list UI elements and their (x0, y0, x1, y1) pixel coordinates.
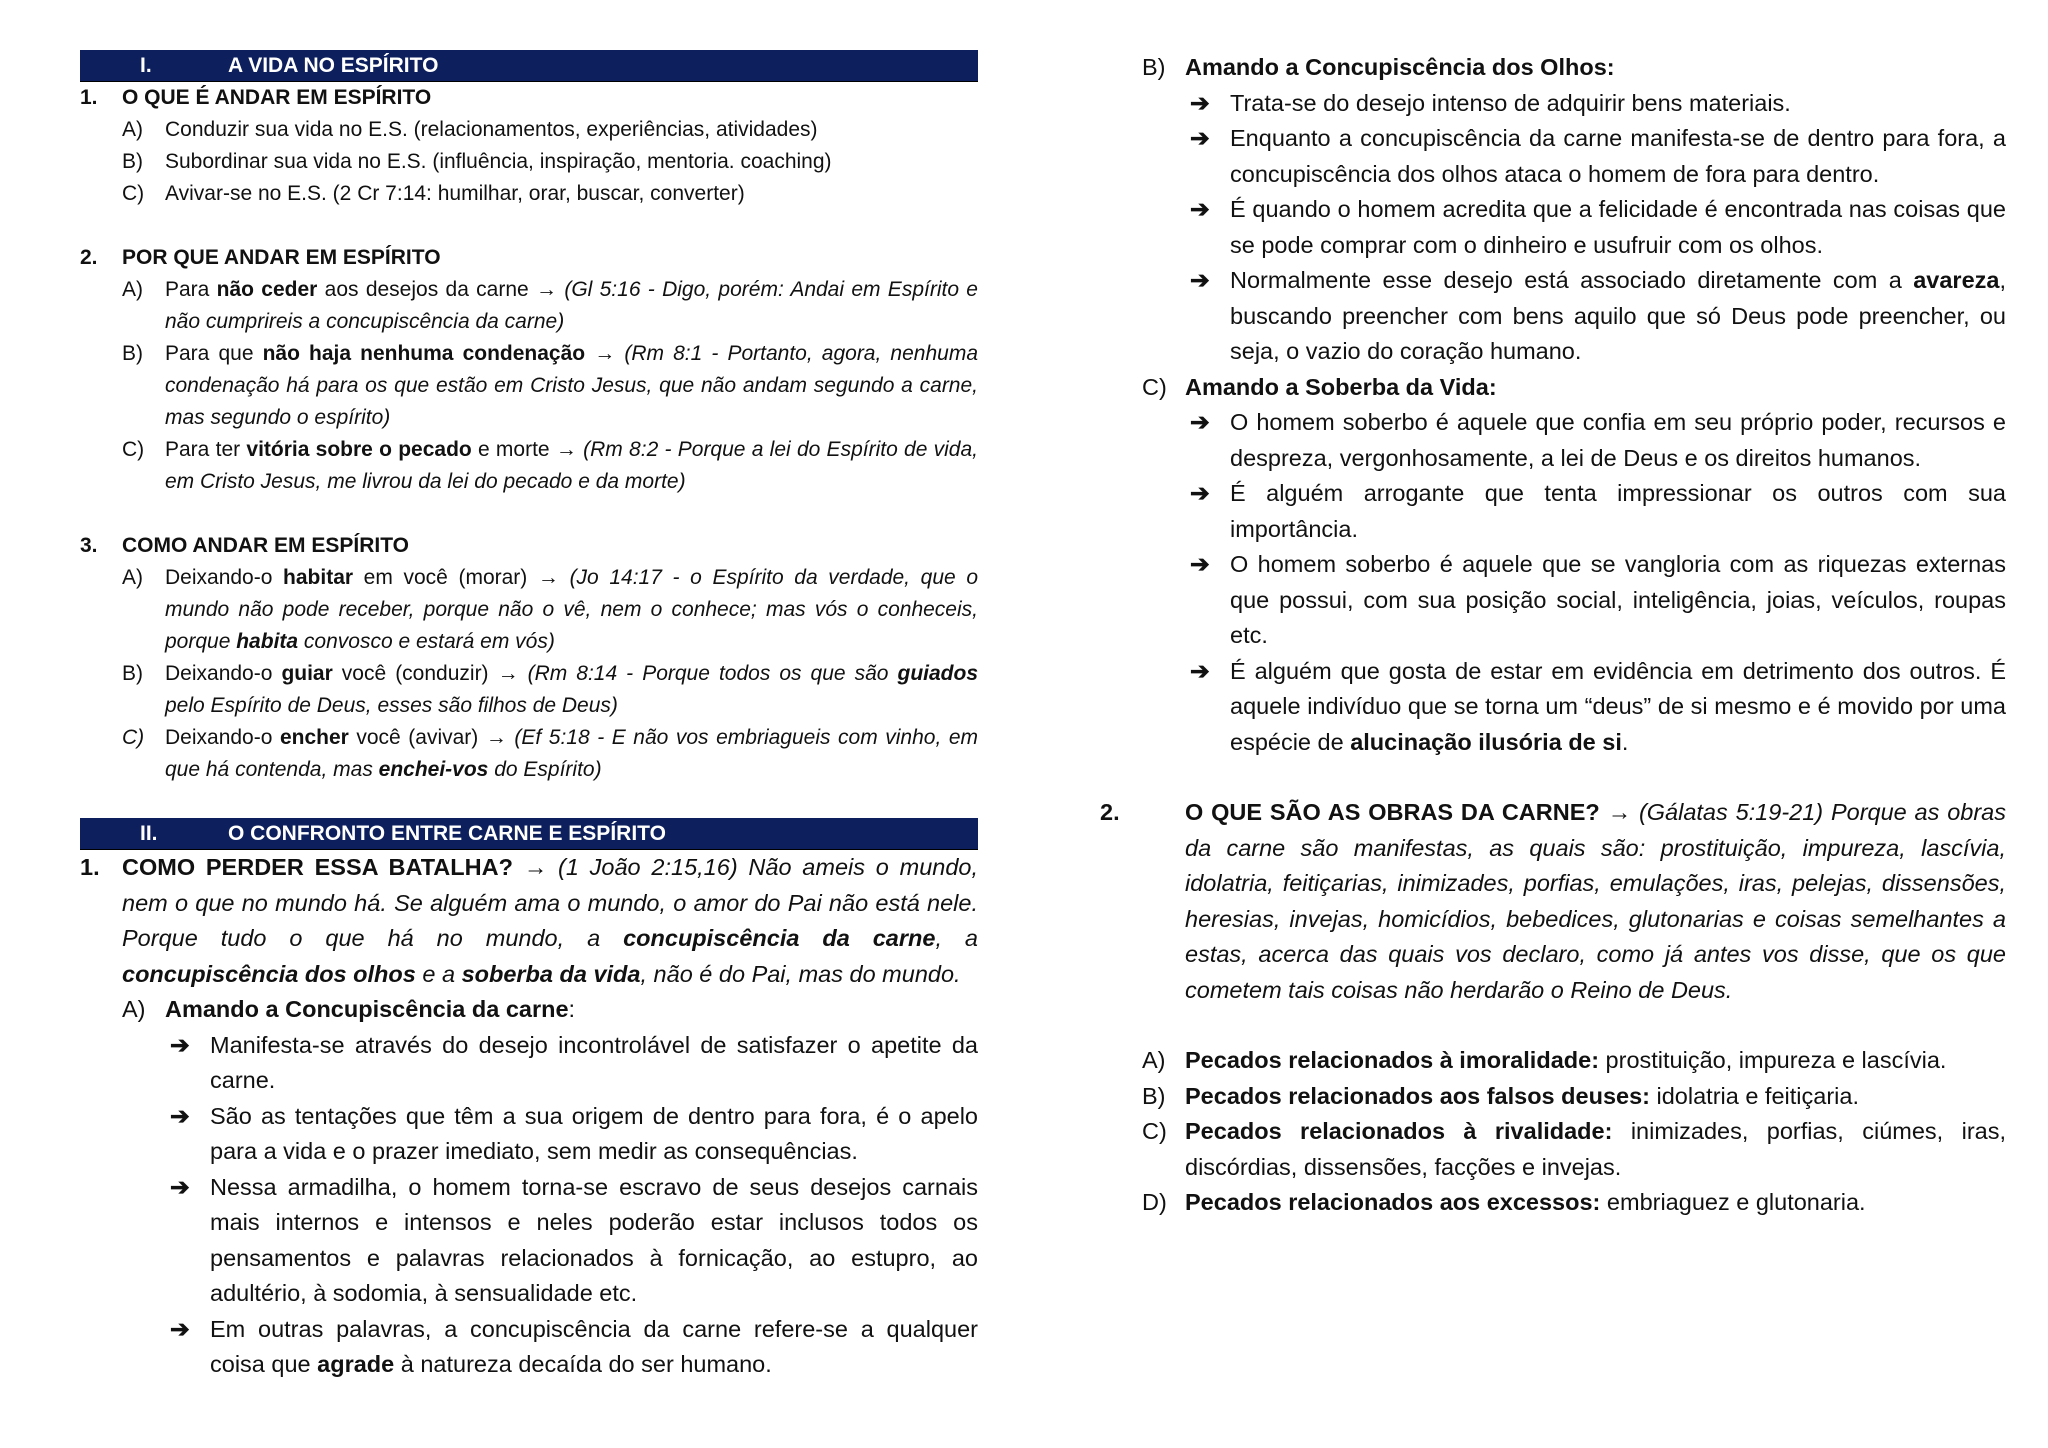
sin-category (1100, 1079, 2006, 1115)
point-title: POR QUE ANDAR EM ESPÍRITO (122, 246, 441, 269)
arrow-bullet-icon: ➔ (170, 1031, 190, 1058)
bullet-text: É alguém arrogante que tenta impressionar os outros com sua importância. (1230, 480, 2006, 542)
bullet-text: É alguém que gosta de estar em evidência em detrimento dos outros. É aquele indivíduo que se torna um “deus” de si mesmo e é movido por uma espécie de (1230, 657, 2006, 755)
verse-text: , não é do Pai, mas do mundo. (640, 960, 961, 987)
arrow-bullet-icon: ➔ (1190, 267, 1210, 293)
verse-reference: pelo Espírito de Deus, esses são filhos de Deus) (165, 694, 618, 717)
list-item (80, 562, 978, 658)
item-marker: C) (122, 726, 145, 749)
bullet-item (80, 1170, 978, 1312)
verse-emphasis: guiados (897, 662, 979, 685)
bullet-text: Enquanto a concupiscência da carne manifesta-se de dentro para fora, a concupiscência dos olhos ataca o homem de fora para dentro. (1230, 125, 2006, 187)
arrow-icon: → (1599, 799, 1639, 825)
verse-reference: (Gl 5:16 - Digo, porém: Andai em Espírito e não cumprireis a concupiscência da carne) (165, 278, 978, 333)
verse-reference: (Rm 8:14 - Porque todos os que são (527, 662, 898, 685)
list-item (80, 114, 978, 146)
bullet-text: Normalmente esse desejo está associado diretamente com a (1230, 267, 1914, 293)
item-text: você (avivar) → (348, 726, 515, 749)
sin-category (1100, 1114, 2006, 1185)
bullet-item (1100, 121, 2006, 192)
bullet-item (1100, 86, 2006, 122)
point-title: O QUE É ANDAR EM ESPÍRITO (122, 86, 432, 109)
item-marker: B) (122, 342, 143, 365)
item-marker: C) (1142, 373, 1167, 400)
item-text: Deixando-o (165, 662, 282, 685)
item-marker: B) (122, 150, 143, 173)
category-title: Pecados relacionados aos excessos: (1185, 1189, 1601, 1215)
item-text: e morte → (471, 438, 584, 461)
bullet-text: O homem soberbo é aquele que confia em seu próprio poder, recursos e despreza, vergonhosamente, a lei de Deus e os direitos humanos. (1230, 409, 2006, 471)
item-emphasis: não ceder (216, 278, 318, 301)
subpoint-heading (80, 992, 978, 1028)
category-title: Pecados relacionados à rivalidade: (1185, 1118, 1613, 1144)
item-marker: C) (122, 438, 145, 461)
item-text: Deixando-o (165, 726, 280, 749)
subpoint-heading (1100, 370, 2006, 406)
bullet-item (80, 1028, 978, 1099)
item-text: Conduzir sua vida no E.S. (relacionamentos, experiências, atividades) (165, 118, 818, 141)
category-text: prostituição, impureza e lascívia. (1599, 1047, 1947, 1073)
item-text: aos desejos da carne → (317, 278, 565, 301)
category-title: Pecados relacionados à imoralidade: (1185, 1047, 1600, 1073)
arrow-bullet-icon: ➔ (170, 1315, 190, 1342)
item-marker: A) (1142, 1047, 1166, 1073)
item-marker: A) (122, 278, 143, 301)
arrow-bullet-icon: ➔ (1190, 409, 1210, 435)
bullet-item (1100, 654, 2006, 761)
bullet-text: , buscando preencher com bens aquilo que só Deus pode preencher, ou seja, o vazio do coração humano. (1230, 267, 2006, 364)
item-emphasis: vitória sobre o pecado (246, 438, 472, 461)
item-emphasis: não haja nenhuma condenação (262, 342, 586, 365)
point-number: 1. (80, 86, 98, 109)
sin-category (1100, 1185, 2006, 1221)
bullet-emphasis: alucinação ilusória de si (1350, 728, 1622, 755)
subpoint-title: Amando a Soberba da Vida: (1185, 373, 1497, 400)
item-marker: D) (1142, 1189, 1167, 1215)
question-1 (80, 850, 978, 992)
arrow-bullet-icon: ➔ (1190, 196, 1210, 222)
bullet-text: É quando o homem acredita que a felicidade é encontrada nas coisas que se pode comprar com o dinheiro e usufruir com os olhos. (1230, 196, 2006, 258)
verse-reference: do Espírito) (488, 758, 602, 781)
verse-text: (1 João 2:15,16) Não ameis o mundo, nem o que no mundo há. Se alguém ama o mundo, o amor do Pai não está nele. Porque tudo o que há no mundo, a (122, 854, 979, 951)
item-text: em você (morar) → (353, 566, 570, 589)
item-text: Subordinar sua vida no E.S. (influência, inspiração, mentoria. coaching) (165, 150, 832, 173)
bullet-item (1100, 263, 2006, 370)
arrow-bullet-icon: ➔ (1190, 657, 1210, 684)
bullet-text: à natureza decaída do ser humano. (394, 1351, 772, 1377)
point-number: 2. (80, 246, 98, 269)
bullet-item (80, 1312, 978, 1383)
item-marker: B) (1142, 54, 1166, 80)
bullet-item (1100, 405, 2006, 476)
item-text: Avivar-se no E.S. (2 Cr 7:14: humilhar, orar, buscar, converter) (165, 182, 745, 205)
item-emphasis: encher (279, 726, 349, 749)
question-2 (1100, 795, 2006, 1008)
item-emphasis: habitar (283, 566, 354, 589)
point-3-heading (80, 530, 978, 562)
bullet-text: O homem soberbo é aquele que se vangloria com as riquezas externas que possui, com sua posição social, inteligência, joias, veículos, roupas etc. (1230, 551, 2006, 648)
bullet-item (1100, 547, 2006, 654)
subpoint-heading (1100, 50, 2006, 86)
section-title: A VIDA NO ESPÍRITO (228, 54, 439, 77)
item-text: Para (165, 278, 217, 301)
item-marker: B) (1142, 1082, 1166, 1109)
item-marker: C) (1142, 1118, 1167, 1144)
list-item (80, 338, 978, 434)
category-text: inimizades, porfias, ciúmes, iras, discórdias, dissensões, facções e invejas. (1185, 1118, 2006, 1180)
list-item (80, 178, 978, 210)
section-title: O CONFRONTO ENTRE CARNE E ESPÍRITO (228, 822, 666, 845)
sin-category (1100, 1043, 2006, 1079)
verse-emphasis: concupiscência dos olhos (122, 960, 416, 987)
item-marker: A) (122, 996, 146, 1022)
item-emphasis: guiar (281, 662, 333, 685)
arrow-bullet-icon: ➔ (1190, 89, 1210, 116)
list-item (80, 722, 978, 786)
bullet-text: Manifesta-se através do desejo incontrolável de satisfazer o apetite da carne. (210, 1031, 978, 1093)
arrow-bullet-icon: ➔ (170, 1102, 190, 1129)
item-text: Para ter (165, 438, 247, 461)
verse-reference: (Rm 8:1 - Portanto, agora, nenhuma condenação há para os que estão em Cristo Jesus, que não andam segundo a carne, mas segundo o espírito) (165, 342, 978, 429)
section-numeral: II. (140, 822, 158, 845)
question-title: O QUE SÃO AS OBRAS DA CARNE? (1185, 799, 1600, 825)
item-marker: A) (122, 118, 143, 141)
bullet-text: Nessa armadilha, o homem torna-se escravo de seus desejos carnais mais internos e intensos e neles poderão estar inclusos todos os pensamentos e palavras relacionados à fornicação, ao estupro, ao adultério, à sodomia, à sensualidade etc. (210, 1173, 978, 1306)
bullet-emphasis: agrade (317, 1351, 395, 1377)
point-number: 3. (80, 534, 98, 557)
point-1-heading (80, 82, 978, 114)
item-marker: B) (122, 662, 143, 685)
category-title: Pecados relacionados aos falsos deuses: (1185, 1082, 1650, 1109)
bullet-item (1100, 192, 2006, 263)
verse-reference: convosco e estará em vós) (298, 630, 555, 653)
section-heading-2 (80, 818, 978, 850)
category-text: idolatria e feitiçaria. (1649, 1082, 1859, 1109)
subpoint-colon: : (568, 996, 576, 1022)
bullet-text: Trata-se do desejo intenso de adquirir bens materiais. (1230, 89, 1791, 116)
verse-emphasis: soberba da vida (461, 960, 641, 987)
item-text: Para que (165, 342, 263, 365)
arrow-bullet-icon: ➔ (1190, 125, 1210, 151)
point-number: 1. (80, 854, 100, 880)
point-2-heading (80, 242, 978, 274)
item-text: você (conduzir) → (332, 662, 528, 685)
subpoint-title: Amando a Concupiscência da carne (165, 996, 569, 1022)
category-text: embriaguez e glutonaria. (1600, 1189, 1866, 1215)
item-text: → (585, 342, 625, 365)
bullet-text: São as tentações que têm a sua origem de dentro para fora, é o apelo para a vida e o prazer imediato, sem medir as consequências. (210, 1102, 978, 1164)
list-item (80, 658, 978, 722)
item-marker: A) (122, 566, 143, 589)
arrow-bullet-icon: ➔ (1190, 480, 1210, 506)
point-title: COMO ANDAR EM ESPÍRITO (122, 534, 410, 557)
section-heading-1 (80, 50, 978, 82)
bullet-text: . (1621, 728, 1629, 755)
list-item (80, 146, 978, 178)
verse-reference: (Jo 14:17 - o Espírito da verdade, que o mundo não pode receber, porque não o vê, nem o conhece; mas vós o conheceis, porque (165, 566, 978, 653)
bullet-item (1100, 476, 2006, 547)
subpoint-title: Amando a Concupiscência dos Olhos: (1185, 54, 1615, 80)
point-number: 2. (1100, 799, 1120, 825)
section-numeral: I. (140, 54, 152, 77)
item-text: Deixando-o (165, 566, 284, 589)
verse-reference: (Ef 5:18 - E não vos embriagueis com vinho, em que há contenda, mas (165, 726, 979, 781)
verse-text: , a (935, 925, 978, 951)
verse-emphasis: enchei-vos (378, 758, 489, 781)
right-column (1100, 50, 2006, 1221)
question-title: COMO PERDER ESSA BATALHA? (122, 854, 513, 880)
bullet-item (80, 1099, 978, 1170)
verse-emphasis: concupiscência da carne (623, 925, 936, 951)
bullet-text: Em outras palavras, a concupiscência da carne refere-se a qualquer coisa que (210, 1315, 978, 1377)
verse-reference: (Rm 8:2 - Porque a lei do Espírito de vida, em Cristo Jesus, me livrou da lei do pecado e da morte) (165, 438, 978, 493)
arrow-bullet-icon: ➔ (170, 1173, 190, 1200)
verse-emphasis: habita (236, 630, 299, 653)
bullet-emphasis: avareza (1913, 267, 2000, 293)
item-marker: C) (122, 182, 145, 205)
list-item (80, 274, 978, 338)
arrow-bullet-icon: ➔ (1190, 551, 1210, 577)
left-column (80, 50, 978, 1383)
verse-text: e a (415, 960, 462, 987)
list-item (80, 434, 978, 498)
verse-text: (Gálatas 5:19-21) Porque as obras da carne são manifestas, as quais são: prostituição, impureza, lascívia, idolatria, feitiçarias, inimizades, porfias, emulações, iras, pelejas, dissensões, heresias, invejas, homicídios, bebedices, glutonarias e coisas semelhantes a estas, acerca das quais vos declaro, como já antes vos disse, que os que cometem tais coisas não herdarão o Reino de Deus. (1185, 799, 2006, 1003)
arrow-icon: → (512, 854, 558, 880)
